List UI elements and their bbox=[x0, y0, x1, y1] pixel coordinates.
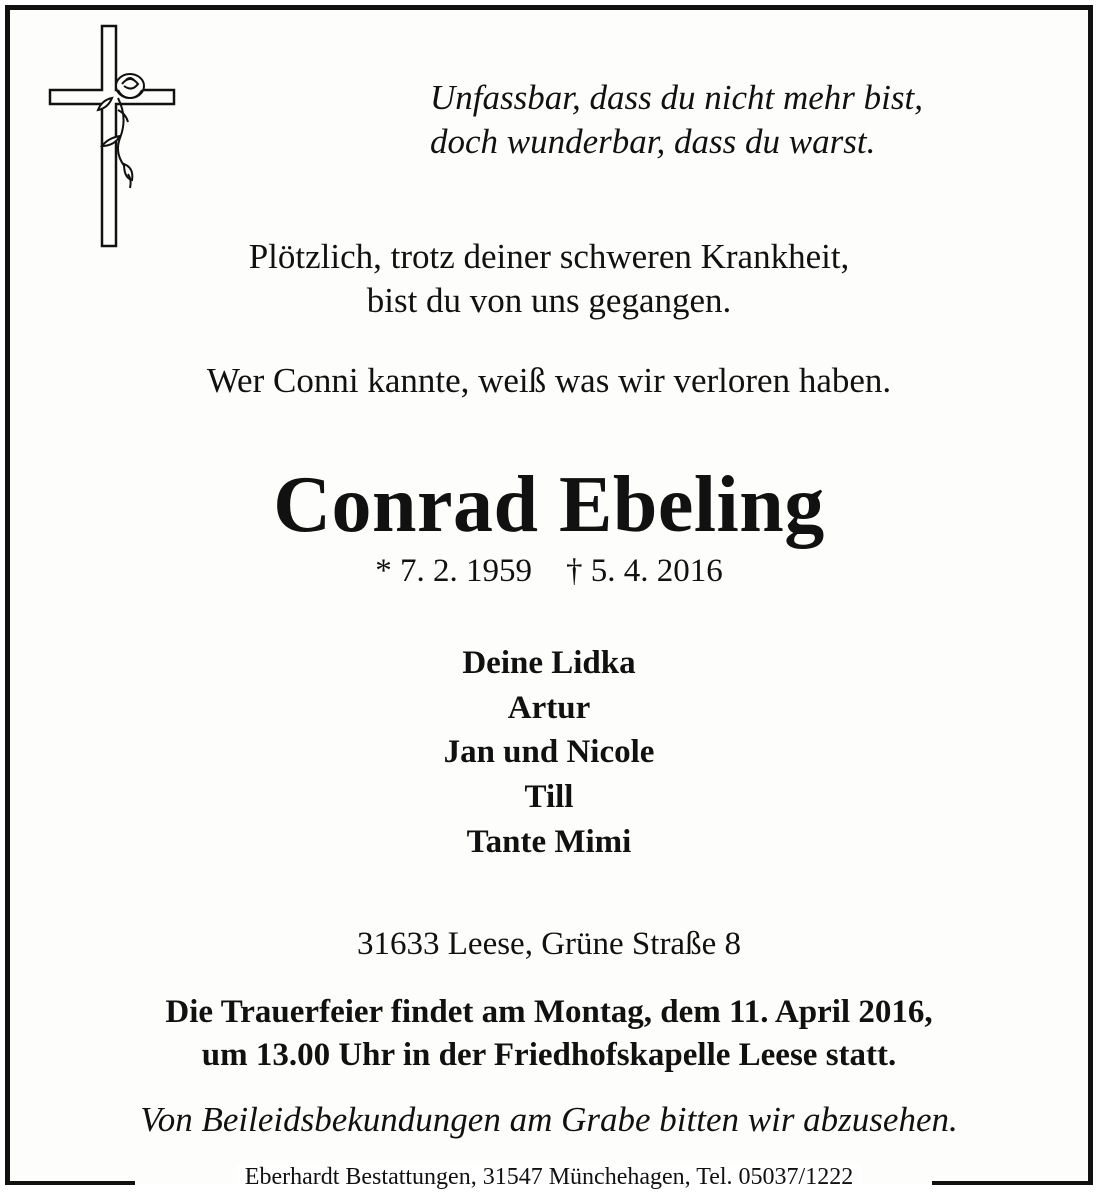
ceremony-line-2: um 13.00 Uhr in der Friedhofskapelle Leese statt. bbox=[201, 1037, 897, 1073]
birth-date: * 7. 2. 1959 bbox=[375, 553, 532, 589]
funeral-home-footer bbox=[0, 1164, 1098, 1191]
deceased-name: Conrad Ebeling bbox=[273, 461, 825, 549]
intro-line-1: Plötzlich, trotz deiner schweren Krankheit, bbox=[248, 237, 850, 276]
ceremony-line-1: Die Trauerfeier findet am Montag, dem 11. April 2016, bbox=[165, 994, 933, 1030]
intro-line-2: bist du von uns gegangen. bbox=[366, 281, 732, 320]
quote-line-2: doch wunderbar, dass du warst. bbox=[430, 122, 876, 161]
mourner-name: Deine Lidka bbox=[462, 645, 636, 681]
mourner-name: Till bbox=[524, 779, 574, 815]
quote-line-1: Unfassbar, dass du nicht mehr bist, bbox=[430, 78, 923, 117]
intro-line-3: Wer Conni kannte, weiß was wir verloren haben. bbox=[206, 361, 892, 400]
life-dates bbox=[0, 553, 1098, 590]
mourner-name: Tante Mimi bbox=[466, 824, 632, 860]
death-date: † 5. 4. 2016 bbox=[566, 553, 723, 589]
mourner-name: Jan und Nicole bbox=[443, 734, 655, 770]
address: 31633 Leese, Grüne Straße 8 bbox=[357, 926, 741, 962]
mourner-name: Artur bbox=[507, 690, 591, 726]
condolence-request: Von Beileidsbekundungen am Grabe bitten wir abzusehen. bbox=[140, 1100, 958, 1139]
cross-with-rose-icon bbox=[46, 24, 180, 250]
footer-text: Eberhardt Bestattungen, 31547 Münchehagen, Tel. 05037/1222 bbox=[237, 1164, 861, 1190]
